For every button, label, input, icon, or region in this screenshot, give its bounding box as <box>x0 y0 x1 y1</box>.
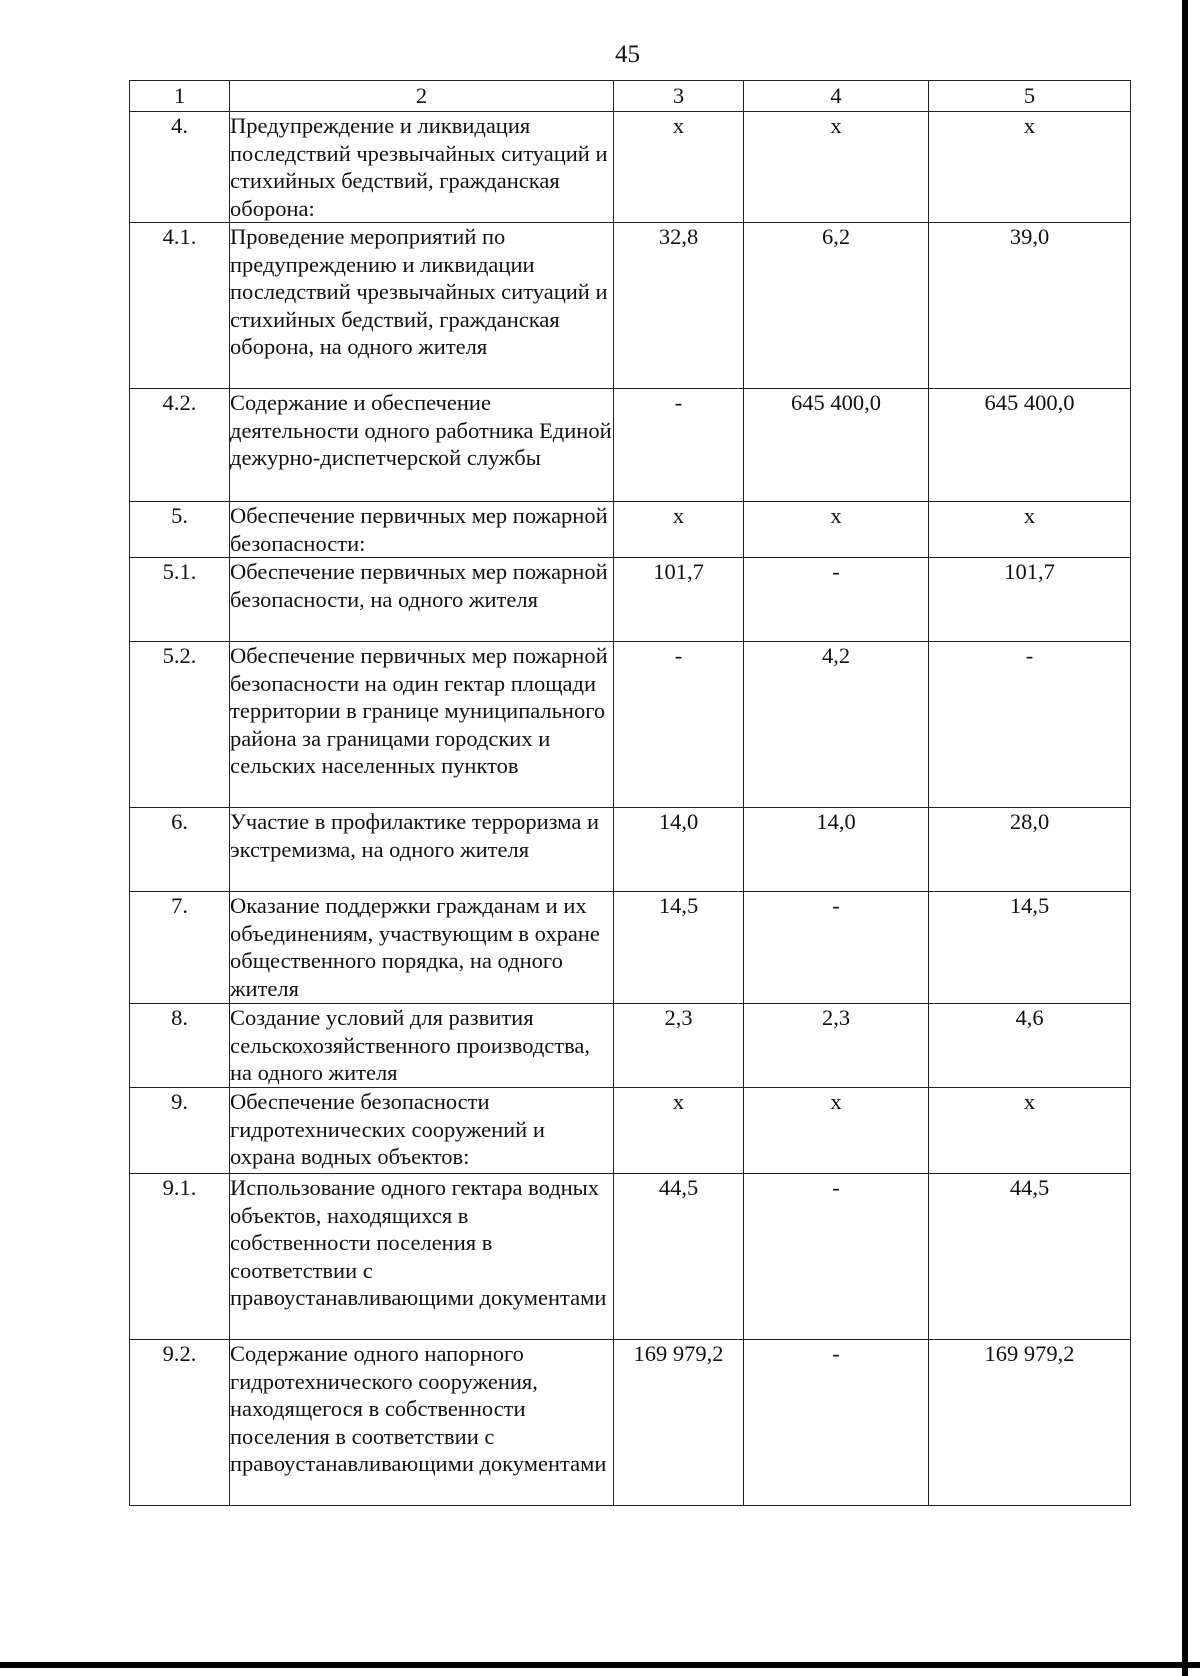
row-value-col4: - <box>744 558 929 642</box>
row-value-col5: 645 400,0 <box>929 389 1131 502</box>
row-number: 9.2. <box>130 1340 230 1506</box>
table-row <box>130 1340 1131 1506</box>
row-value-col5: 44,5 <box>929 1174 1131 1340</box>
row-number: 6. <box>130 808 230 892</box>
row-value-col5: 4,6 <box>929 1004 1131 1088</box>
row-value-col5: 28,0 <box>929 808 1131 892</box>
row-value-col3: 101,7 <box>614 558 744 642</box>
row-name: Использование одного гектара водных объектов, находящихся в собственности поселения в соответствии с правоустанавливающими документами <box>230 1174 614 1340</box>
row-name: Обеспечение первичных мер пожарной безопасности, на одного жителя <box>230 558 614 642</box>
row-name: Обеспечение безопасности гидротехнических сооружений и охрана водных объектов: <box>230 1088 614 1174</box>
table-row <box>130 502 1131 558</box>
row-value-col4: - <box>744 1174 929 1340</box>
row-value-col4: 6,2 <box>744 223 929 389</box>
row-value-col4: 2,3 <box>744 1004 929 1088</box>
row-value-col4: х <box>744 502 929 558</box>
row-number: 5.2. <box>130 642 230 808</box>
row-number: 9. <box>130 1088 230 1174</box>
row-value-col3: 169 979,2 <box>614 1340 744 1506</box>
row-value-col4: х <box>744 112 929 223</box>
row-value-col3: х <box>614 1088 744 1174</box>
row-number: 4.1. <box>130 223 230 389</box>
row-value-col3: х <box>614 112 744 223</box>
row-name: Предупреждение и ликвидация последствий чрезвычайных ситуаций и стихийных бедствий, гражданская оборона: <box>230 112 614 223</box>
row-value-col3: 2,3 <box>614 1004 744 1088</box>
table-row <box>130 1088 1131 1174</box>
table-row <box>130 1174 1131 1340</box>
row-name: Участие в профилактике терроризма и экстремизма, на одного жителя <box>230 808 614 892</box>
row-value-col4: 14,0 <box>744 808 929 892</box>
table-row <box>130 642 1131 808</box>
table-header-row <box>130 81 1131 112</box>
row-name: Обеспечение первичных мер пожарной безопасности: <box>230 502 614 558</box>
row-value-col3: 14,5 <box>614 892 744 1004</box>
norms-table <box>129 80 1131 1506</box>
header-cell-3: 3 <box>614 81 744 112</box>
row-number: 5.1. <box>130 558 230 642</box>
row-value-col3: - <box>614 389 744 502</box>
row-value-col3: 44,5 <box>614 1174 744 1340</box>
header-cell-4: 4 <box>744 81 929 112</box>
row-value-col5: 14,5 <box>929 892 1131 1004</box>
page-number: 45 <box>615 41 640 68</box>
row-value-col5: 39,0 <box>929 223 1131 389</box>
scan-border-bottom <box>0 1662 1200 1668</box>
row-value-col4: х <box>744 1088 929 1174</box>
row-name: Обеспечение первичных мер пожарной безопасности на один гектар площади территории в границе муниципального района за границами городских и сельских населенных пунктов <box>230 642 614 808</box>
table-row <box>130 389 1131 502</box>
row-value-col4: 4,2 <box>744 642 929 808</box>
row-number: 8. <box>130 1004 230 1088</box>
header-cell-5: 5 <box>929 81 1131 112</box>
row-name: Содержание одного напорного гидротехнического сооружения, находящегося в собственности поселения в соответствии с правоустанавливающими документами <box>230 1340 614 1506</box>
table-row <box>130 1004 1131 1088</box>
row-number: 7. <box>130 892 230 1004</box>
row-name: Содержание и обеспечение деятельности одного работника Единой дежурно-диспетчерской службы <box>230 389 614 502</box>
row-value-col5: 169 979,2 <box>929 1340 1131 1506</box>
row-value-col5: х <box>929 112 1131 223</box>
row-name: Проведение мероприятий по предупреждению и ликвидации последствий чрезвычайных ситуаций и стихийных бедствий, гражданская оборона, на одного жителя <box>230 223 614 389</box>
header-cell-1: 1 <box>130 81 230 112</box>
row-value-col5: х <box>929 1088 1131 1174</box>
table-row <box>130 808 1131 892</box>
row-value-col3: 32,8 <box>614 223 744 389</box>
row-value-col4: 645 400,0 <box>744 389 929 502</box>
row-number: 4. <box>130 112 230 223</box>
row-number: 9.1. <box>130 1174 230 1340</box>
row-value-col4: - <box>744 1340 929 1506</box>
scan-border-right <box>1182 0 1188 1676</box>
row-number: 5. <box>130 502 230 558</box>
table-row <box>130 223 1131 389</box>
header-cell-2: 2 <box>230 81 614 112</box>
row-value-col3: х <box>614 502 744 558</box>
row-name: Создание условий для развития сельскохозяйственного производства, на одного жителя <box>230 1004 614 1088</box>
row-value-col3: 14,0 <box>614 808 744 892</box>
row-value-col5: - <box>929 642 1131 808</box>
row-value-col4: - <box>744 892 929 1004</box>
table-row <box>130 558 1131 642</box>
row-number: 4.2. <box>130 389 230 502</box>
row-value-col5: х <box>929 502 1131 558</box>
row-value-col5: 101,7 <box>929 558 1131 642</box>
row-value-col3: - <box>614 642 744 808</box>
table-row <box>130 112 1131 223</box>
row-name: Оказание поддержки гражданам и их объединениям, участвующим в охране общественного порядка, на одного жителя <box>230 892 614 1004</box>
table-row <box>130 892 1131 1004</box>
